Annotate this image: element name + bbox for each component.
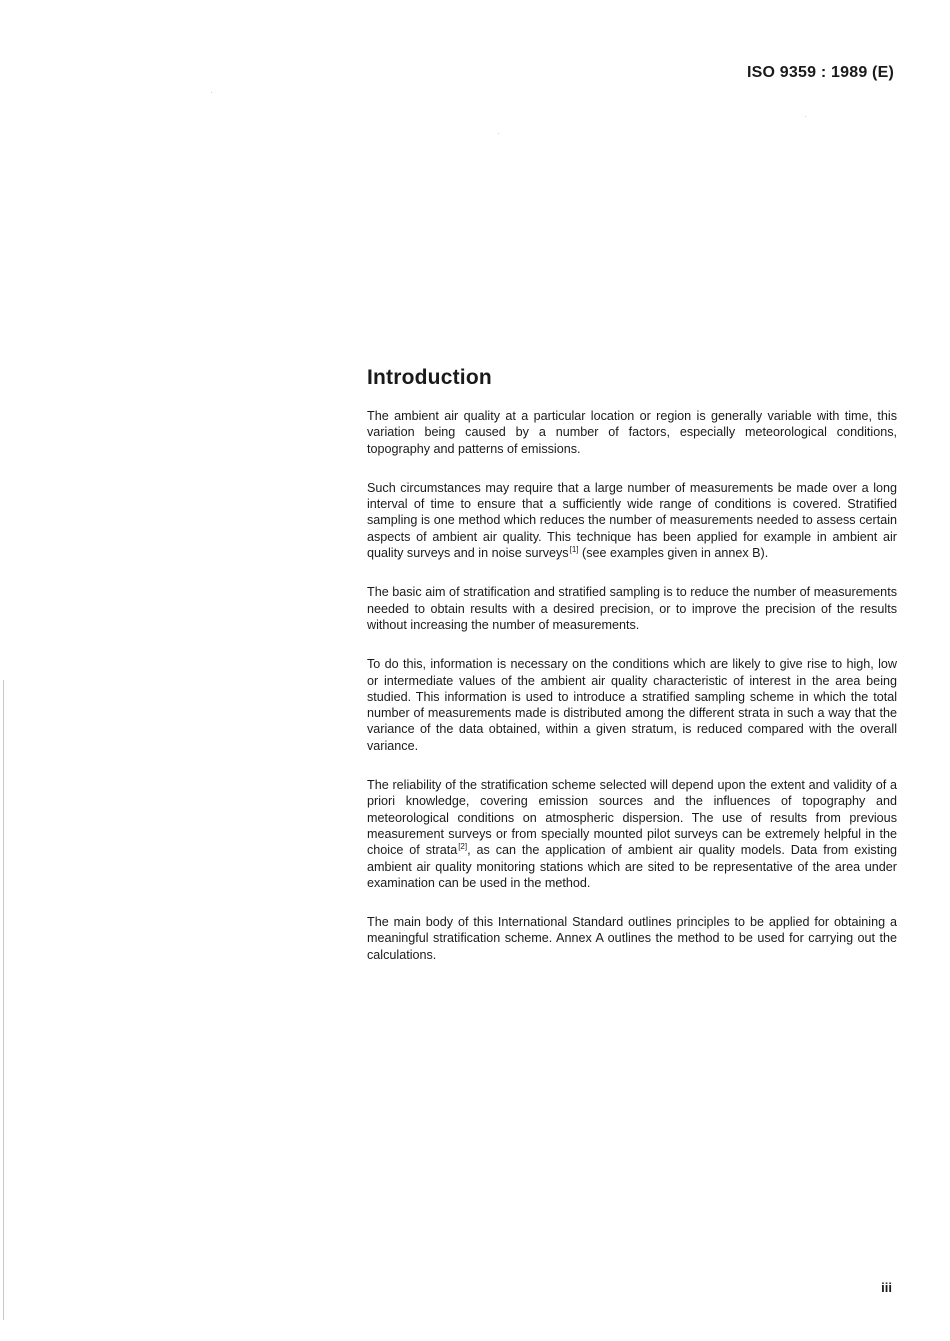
paragraph-2-text: Such circumstances may require that a large number of measurements be made over a long interval of time to ensure that a sufficiently wide range of conditions is covered. Stratified sampling is one method which reduces the number of measurements needed to assess certain aspects of ambient air quality. This technique has been applied for example in ambient air quality surveys and in noise surveys xyxy=(367,480,897,561)
paragraph-5 xyxy=(367,777,897,891)
paragraph-5-text: The reliability of the stratification scheme selected will depend upon the extent and validity of a priori knowledge, covering emission sources and the influences of topography and meteorological conditions on atmospheric dispersion. The use of results from previous measurement surveys or from specially mounted pilot surveys can be extremely helpful in the choice of strata xyxy=(367,778,897,858)
paragraph-5-text-end: , as can the application of ambient air quality models. Data from existing ambient air quality monitoring stations which are sited to be representative of the area under examination can be used in the method. xyxy=(367,843,897,890)
section-title: Introduction xyxy=(367,366,492,389)
citation-ref-2: [2] xyxy=(458,842,468,852)
introduction-section xyxy=(367,364,897,986)
paragraph-2-text-end: (see examples given in annex B). xyxy=(578,546,769,561)
paragraph-4: To do this, information is necessary on the conditions which are likely to give rise to high, low or intermediate values of the ambient air quality characteristic of interest in the area being studied. This information is used to introduce a stratified sampling scheme in which the total number of measurements made is distributed among the different strata in such a way that the variance of the data obtained, within a given stratum, is reduced compared with the overall variance. xyxy=(367,657,897,753)
scan-speck xyxy=(211,92,212,93)
paragraph-1: The ambient air quality at a particular location or region is generally variable with time, this variation being caused by a number of factors, especially meteorological conditions, topography and patterns of emissions. xyxy=(367,409,897,456)
paragraph-6: The main body of this International Standard outlines principles to be applied for obtaining a meaningful stratification scheme. Annex A outlines the method to be used for carrying out the calculations. xyxy=(367,915,897,962)
paragraph-2 xyxy=(367,480,897,561)
page-edge-line xyxy=(3,680,4,1320)
scan-speck xyxy=(805,116,806,117)
document-reference: ISO 9359 : 1989 (E) xyxy=(747,64,894,81)
citation-ref-1: [1] xyxy=(569,544,579,554)
paragraph-3: The basic aim of stratification and stratified sampling is to reduce the number of measurements needed to obtain results with a desired precision, or to improve the precision of the results without increasing the number of measurements. xyxy=(367,585,897,632)
scan-speck xyxy=(498,133,499,134)
page-number: iii xyxy=(881,1280,892,1295)
